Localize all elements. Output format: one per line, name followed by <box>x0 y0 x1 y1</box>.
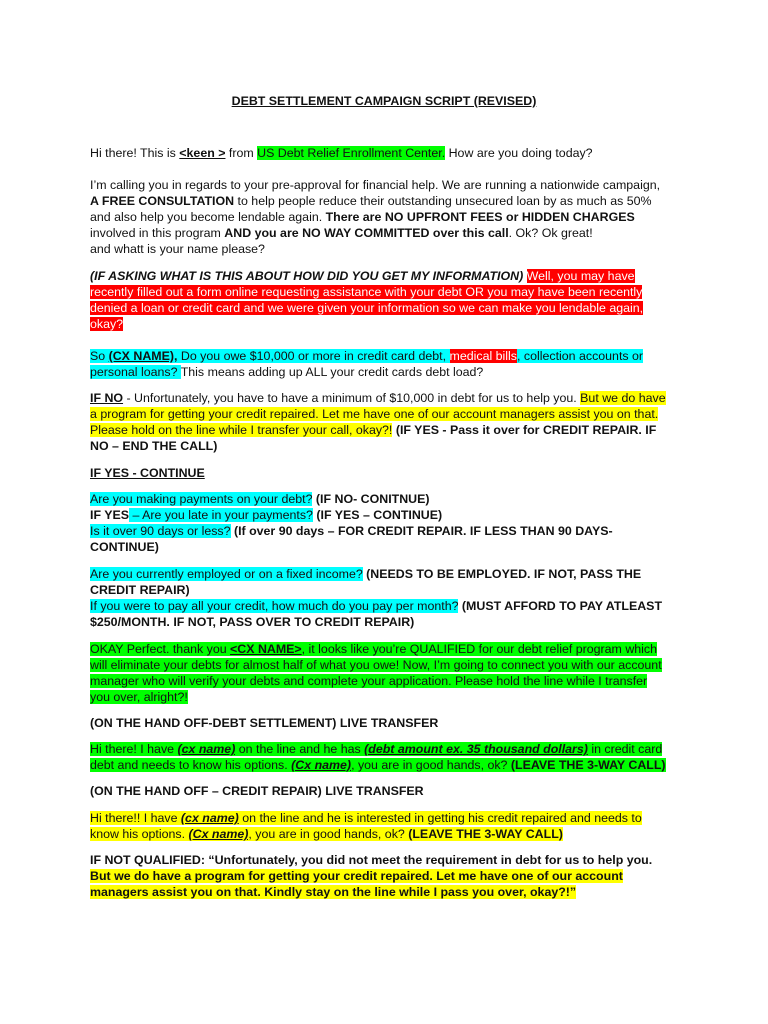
if-no-paragraph <box>90 390 690 454</box>
ask-debt-text: personal loans? <box>90 365 181 379</box>
ask-debt-text: Do you owe $10,000 or more in credit card debt, <box>177 349 450 363</box>
intro-text: involved in this program <box>90 226 225 240</box>
cx-name-placeholder: (CX NAME), <box>108 349 178 363</box>
handoff-ds-text: in credit card <box>587 742 663 756</box>
if-no-offer: Please hold on the line while I transfer your call, okay?! <box>90 423 393 437</box>
intro-text: . Ok? Ok great! <box>508 226 593 240</box>
no-commit-text: AND you are NO WAY COMMITTED over this call <box>224 226 509 240</box>
handoff-ds-text: Hi there! I have <box>90 742 178 756</box>
qualified-text: OKAY Perfect. thank you <box>90 642 231 656</box>
if-no-instruction: NO – END THE CALL) <box>90 439 218 453</box>
document-title: DEBT SETTLEMENT CAMPAIGN SCRIPT (REVISED) <box>231 94 537 108</box>
debt-amount-placeholder: (debt amount ex. 35 thousand dollars) <box>364 742 588 756</box>
not-qualified-lead: IF NOT QUALIFIED: “Unfortunately, you did not meet the requirement in debt for us to help you. <box>90 853 653 867</box>
cx-name-placeholder: (cx name) <box>177 742 236 756</box>
ask-debt-text: So <box>90 349 109 363</box>
employment-question: Are you currently employed or on a fixed income? <box>90 567 363 581</box>
asking-lead: (IF ASKING WHAT IS THIS ABOUT HOW DID YOU GET MY INFORMATION) <box>90 269 524 283</box>
greeting-text: Hi there! This is <box>90 146 180 160</box>
payments-question: Is it over 90 days or less? <box>90 524 231 538</box>
employment-paragraph <box>90 566 690 630</box>
qualified-text: manager who will verify your debts and complete your application. Please hold the line while I transfer <box>90 674 648 688</box>
ask-debt-text: , collection accounts or <box>517 349 644 363</box>
payments-question: – Are you late in your payments? <box>129 508 313 522</box>
cx-name-placeholder: (Cx name) <box>291 758 352 772</box>
asking-paragraph <box>90 268 690 332</box>
employment-note: (MUST AFFORD TO PAY ATLEAST <box>458 599 663 613</box>
asking-answer: okay? <box>90 317 124 331</box>
employment-question: If you were to pay all your credit, how much do you pay per month? <box>90 599 459 613</box>
cx-name-placeholder: (Cx name) <box>188 827 249 841</box>
ask-debt-tail: This means adding up ALL your credit cards debt load? <box>180 365 484 379</box>
handoff-cr-heading: (ON THE HAND OFF – CREDIT REPAIR) LIVE TRANSFER <box>90 784 424 798</box>
handoff-ds-heading-block <box>90 715 690 731</box>
not-qualified-paragraph <box>90 852 690 900</box>
qualified-paragraph <box>90 641 690 705</box>
qualified-text: will eliminate your debts for almost half of what you owe! Now, I’m going to connect you with our account <box>90 658 662 672</box>
asking-answer: Well, you may have <box>526 269 635 283</box>
company-name: US Debt Relief Enrollment Center. <box>257 146 446 160</box>
free-consultation: A FREE CONSULTATION <box>90 194 235 208</box>
ask-debt-paragraph <box>90 348 690 380</box>
if-no-instruction: (IF YES - Pass it over for CREDIT REPAIR. IF <box>392 423 657 437</box>
payments-paragraph <box>90 491 690 555</box>
greeting-paragraph <box>90 145 690 161</box>
asking-answer: recently filled out a form online requesting assistance with your debt OR you may have been recently <box>90 285 643 299</box>
payments-note: CONTINUE) <box>90 540 159 554</box>
no-fees-text: There are NO UPFRONT FEES or HIDDEN CHARGES <box>325 210 635 224</box>
employment-note: $250/MONTH. IF NOT, PASS OVER TO CREDIT REPAIR) <box>90 615 415 629</box>
greeting-text: How are you doing today? <box>445 146 593 160</box>
if-no-text: - Unfortunately, you have to have a minimum of $10,000 in debt for us to help you. <box>123 391 581 405</box>
agent-name-placeholder: <keen > <box>179 146 226 160</box>
intro-paragraph <box>90 177 690 257</box>
payments-note: (IF NO- CONITNUE) <box>312 492 430 506</box>
intro-text: to help people reduce their outstanding unsecured loan by as much as 50% <box>234 194 652 208</box>
handoff-cr-text: Hi there!! I have <box>90 811 181 825</box>
if-no-offer: But we do have <box>580 391 666 405</box>
handoff-ds-paragraph <box>90 741 690 773</box>
handoff-ds-note: (LEAVE THE 3-WAY CALL) <box>510 758 666 772</box>
payments-note: (IF YES – CONTINUE) <box>312 508 443 522</box>
handoff-cr-paragraph <box>90 810 690 842</box>
qualified-text: , it looks like you’re QUALIFIED for our debt relief program which <box>301 642 657 656</box>
not-qualified-offer: managers assist you on that. Kindly stay on the line while I pass you over, okay?!” <box>90 885 577 899</box>
not-qualified-offer: But we do have a program for getting your credit repaired. Let me have one of our account <box>90 869 623 883</box>
qualified-text: you over, alright?! <box>90 690 188 704</box>
handoff-ds-text: debt and needs to know his options. <box>90 758 292 772</box>
cx-name-placeholder: <CX NAME> <box>230 642 302 656</box>
if-yes-label: IF YES <box>90 508 130 522</box>
if-yes-continue-heading: IF YES - CONTINUE <box>90 466 205 480</box>
intro-line: I’m calling you in regards to your pre-approval for financial help. We are running a nationwide campaign, <box>90 178 661 192</box>
handoff-cr-text: on the line and he is interested in getting his credit repaired and needs to <box>238 811 642 825</box>
intro-text: and also help you become lendable again. <box>90 210 326 224</box>
handoff-cr-text: know his options. <box>90 827 189 841</box>
intro-line: and whatt is your name please? <box>90 242 265 256</box>
payments-note: (If over 90 days – FOR CREDIT REPAIR. IF LESS THAN 90 DAYS- <box>230 524 613 538</box>
cx-name-placeholder: (cx name) <box>180 811 239 825</box>
asking-answer: denied a loan or credit card and we were given your information so we can make you lendable again, <box>90 301 644 315</box>
handoff-cr-heading-block <box>90 783 690 799</box>
handoff-ds-heading: (ON THE HAND OFF-DEBT SETTLEMENT) LIVE TRANSFER <box>90 716 439 730</box>
medical-bills-highlight: medical bills <box>449 349 517 363</box>
handoff-cr-text: , you are in good hands, ok? <box>248 827 409 841</box>
if-no-offer: a program for getting your credit repaired. Let me have one of our account managers assist you on that. <box>90 407 659 421</box>
if-no-label: IF NO <box>90 391 124 405</box>
payments-question: Are you making payments on your debt? <box>90 492 313 506</box>
handoff-ds-text: on the line and he has <box>235 742 365 756</box>
handoff-cr-note: (LEAVE THE 3-WAY CALL) <box>408 827 563 841</box>
handoff-ds-text: , you are in good hands, ok? <box>351 758 511 772</box>
employment-note: CREDIT REPAIR) <box>90 583 190 597</box>
greeting-text: from <box>225 146 258 160</box>
employment-note: (NEEDS TO BE EMPLOYED. IF NOT, PASS THE <box>362 567 642 581</box>
if-yes-heading-block <box>90 465 690 481</box>
